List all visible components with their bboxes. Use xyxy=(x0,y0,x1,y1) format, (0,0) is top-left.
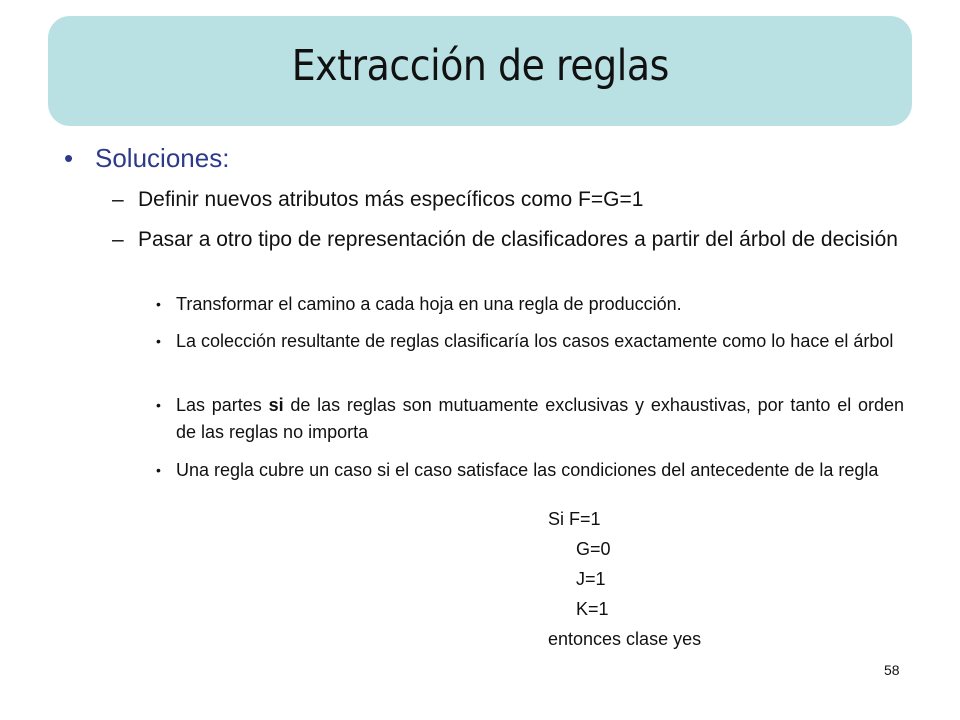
dash-icon: – xyxy=(112,188,124,211)
rule-line: entonces clase yes xyxy=(548,629,702,649)
point-text: Transformar el camino a cada hoja en una regla de producción. xyxy=(176,294,682,314)
bullet-icon: • xyxy=(64,143,74,173)
bullet-icon: • xyxy=(156,397,161,413)
dash-icon: – xyxy=(112,228,124,251)
heading-text: Soluciones: xyxy=(95,143,230,173)
subitem-1 xyxy=(112,185,912,215)
point-1 xyxy=(156,291,904,318)
point-4 xyxy=(156,457,904,484)
point-text-after: de las reglas son mutuamente exclusivas y exhaustivas, por tanto el orden de las reglas no importa xyxy=(176,395,905,442)
point-text xyxy=(176,392,904,446)
subitem-2 xyxy=(112,225,912,255)
subitem-text: Pasar a otro tipo de representación de clasificadores a partir del árbol de decisión xyxy=(138,228,898,251)
rule-line: G=0 xyxy=(576,539,611,559)
point-text-before: Las partes xyxy=(176,395,269,415)
point-3 xyxy=(156,392,904,446)
rule-example xyxy=(548,504,701,654)
point-text: Una regla cubre un caso si el caso satisface las condiciones del antecedente de la regla xyxy=(176,460,879,480)
page-number: 58 xyxy=(884,662,900,678)
bullet-icon: • xyxy=(156,333,161,349)
heading-soluciones xyxy=(64,143,229,174)
bullet-icon: • xyxy=(156,462,161,478)
bullet-icon: • xyxy=(156,296,161,312)
title-bar xyxy=(48,16,912,126)
slide-title: Extracción de reglas xyxy=(291,41,669,91)
rule-line: J=1 xyxy=(576,569,606,589)
subitem-text: Definir nuevos atributos más específicos como F=G=1 xyxy=(138,188,644,211)
point-text-bold: si xyxy=(268,395,284,415)
rule-line: Si F=1 xyxy=(548,509,601,529)
point-text: La colección resultante de reglas clasificaría los casos exactamente como lo hace el árbol xyxy=(176,331,894,351)
point-2 xyxy=(156,328,904,355)
rule-line: K=1 xyxy=(576,599,609,619)
